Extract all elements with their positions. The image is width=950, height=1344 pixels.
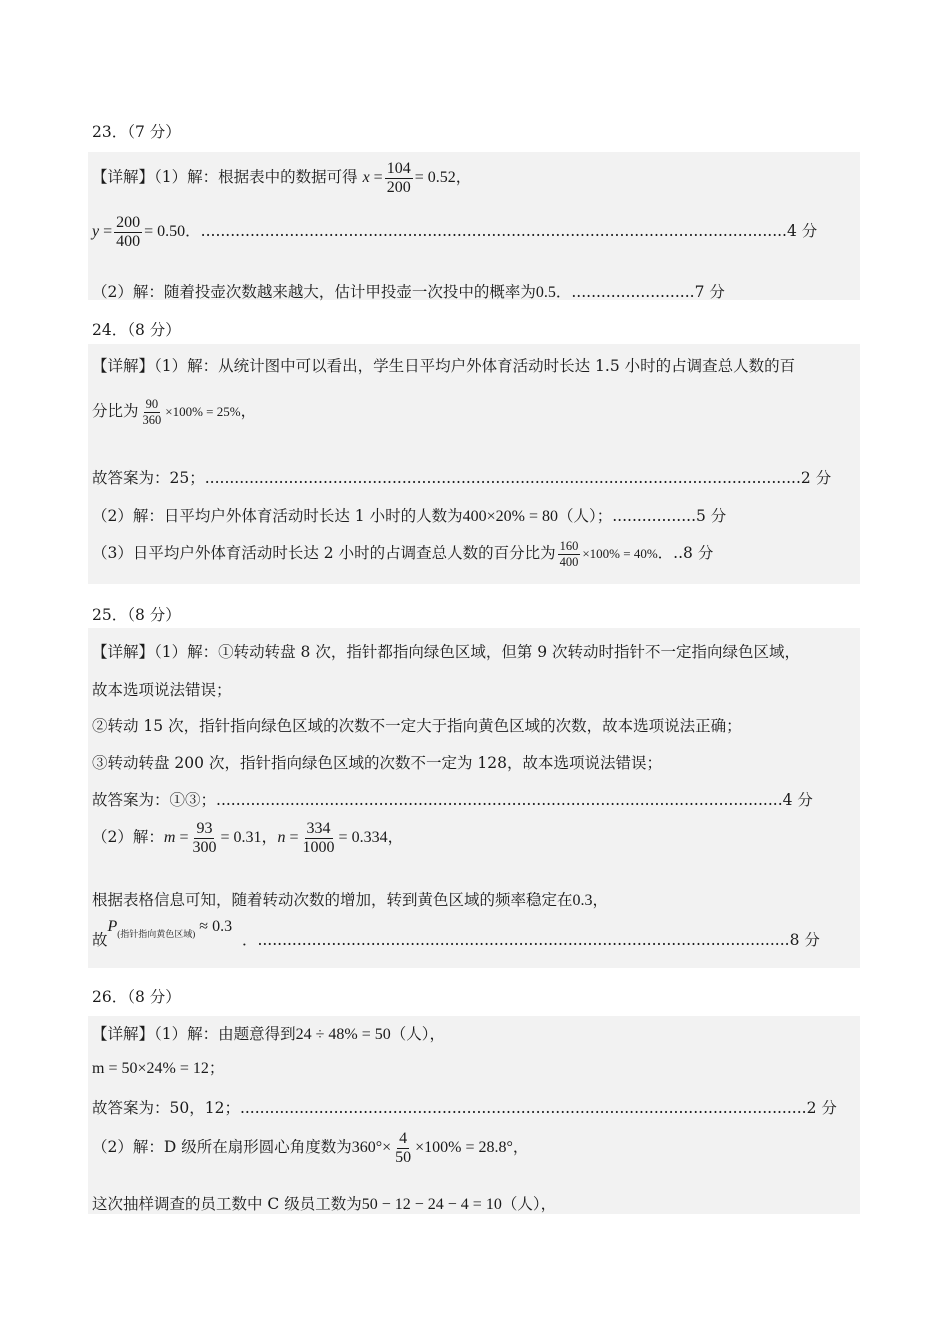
score: 8 分 xyxy=(789,931,820,949)
q25-l8-formula xyxy=(107,918,233,939)
q26-l4-formula xyxy=(351,1130,513,1166)
q26-l1-text: 【详解】（1）解：由题意得到 xyxy=(92,1025,296,1043)
question-24-header: 24．（8 分） xyxy=(92,321,181,339)
result: = 0.50 xyxy=(144,223,186,241)
formula: 24 ÷ 48% = 50 xyxy=(295,1026,391,1043)
leader-dots: ．....................................................................................................................... xyxy=(185,222,787,241)
leader-dots: ．.. xyxy=(657,544,684,563)
result: = 0.52 xyxy=(414,169,456,187)
q25-line-5 xyxy=(92,788,813,810)
question-23-header: 23．（7 分） xyxy=(92,123,181,141)
q24-l5-text: （3）日平均户外体育活动时长达 2 小时的占调查总人数的百分比为 xyxy=(92,544,556,563)
score: 7 分 xyxy=(694,283,725,301)
comma: ， xyxy=(455,168,472,187)
result: ×100% = 40% xyxy=(582,546,658,562)
semicolon: ； xyxy=(208,1059,225,1077)
q25-line-7 xyxy=(92,888,608,910)
angle: 360°× xyxy=(351,1139,392,1157)
q24-line-2 xyxy=(92,398,256,427)
denominator: 50 xyxy=(395,1148,412,1166)
numerator: 334 xyxy=(306,820,331,837)
score: 2 分 xyxy=(806,1099,837,1117)
q26-line-2 xyxy=(92,1056,224,1078)
q24-line-1: 【详解】（1）解：从统计图中可以看出，学生日平均户外体育活动时长达 1.5 小时的占调查总人数的百 xyxy=(92,357,796,375)
q25-line-8 xyxy=(92,918,820,954)
numerator: 160 xyxy=(559,539,579,553)
q24-line-5 xyxy=(92,540,713,569)
score: 8 分 xyxy=(683,544,714,563)
q25-l8-text: 故 xyxy=(92,931,108,949)
q26-line-1 xyxy=(92,1022,445,1044)
leader-dots: ......................................................................................................................... xyxy=(204,469,801,487)
q25-line-6 xyxy=(92,820,403,857)
result: = 0.334 xyxy=(338,829,388,847)
q24-line-4 xyxy=(92,504,726,526)
q24-line-3 xyxy=(92,466,831,488)
question-25-solution xyxy=(88,628,860,968)
numerator: 4 xyxy=(399,1130,408,1147)
question-25-header: 25．（8 分） xyxy=(92,606,181,624)
q23-line-3 xyxy=(92,280,725,302)
q23-l1-text: 【详解】（1）解：根据表中的数据可得 xyxy=(92,168,358,187)
score: 2 分 xyxy=(800,469,832,487)
numerator: 90 xyxy=(145,397,159,411)
q25-line-4: ③转动转盘 200 次，指针指向绿色区域的次数不一定为 128，故本选项说法错误； xyxy=(92,754,662,772)
q23-l3-text: （2）解：随着投壶次数越来越大，估计甲投壶一次投中的概率为 xyxy=(92,283,536,301)
comma: ， xyxy=(592,891,609,909)
q25-line-3: ②转动 15 次，指针指向绿色区域的次数不一定大于指向黄色区域的次数，故本选项说法正确； xyxy=(92,717,742,735)
comma: ， xyxy=(387,828,404,847)
q26-l3-text: 故答案为：50，12； xyxy=(92,1099,240,1117)
q26-line-3 xyxy=(92,1096,837,1118)
result: = 0.31 xyxy=(220,829,262,847)
probability-value: 0.5 xyxy=(535,284,556,301)
q25-line-2: 故本选项说法错误； xyxy=(92,681,232,699)
denominator: 400 xyxy=(116,232,141,250)
denominator: 400 xyxy=(559,554,579,569)
leader-dots: ................. xyxy=(612,507,696,525)
q25-line-1: 【详解】（1）解：①转动转盘 8 次，指针都指向绿色区域，但第 9 次转动时指针不一定指向绿色区域， xyxy=(92,643,801,661)
formula: m = 50×24% = 12 xyxy=(92,1060,209,1077)
unit: （人）； xyxy=(557,507,613,525)
question-23-solution xyxy=(88,152,860,300)
var-y: y xyxy=(92,223,100,241)
q25-l5-text: 故答案为：①③； xyxy=(92,791,217,809)
denominator: 360 xyxy=(142,412,162,427)
q26-l5-text: 这次抽样调查的员工数中 C 级员工数为 xyxy=(92,1195,362,1213)
q23-l2-formula: y = $\frac{200}{400}$ = 0.50 xyxy=(92,214,186,250)
score: 5 分 xyxy=(696,507,727,525)
question-26-solution xyxy=(88,1016,860,1214)
result: ×100% = 25% xyxy=(165,404,241,420)
leader-dots: ................................................................................................................... xyxy=(239,1099,807,1117)
comma: ， xyxy=(240,402,257,421)
q24-l4-text: （2）解：日平均户外体育活动时长达 1 小时的人数为 xyxy=(92,507,463,525)
comma: ， xyxy=(512,1138,529,1157)
question-24-solution xyxy=(88,344,860,584)
q25-l7-text: 根据表格信息可知，随着转动次数的增加，转到黄色区域的频率稳定在 xyxy=(92,891,573,909)
q23-line-2 xyxy=(92,214,817,251)
q24-l2-text: 分比为 xyxy=(92,402,139,421)
q23-line-1 xyxy=(92,160,471,197)
q23-l1-formula: x = $\frac{104}{200}$ = 0.52 xyxy=(362,160,456,196)
var-p: P xyxy=(107,918,118,935)
numerator: 93 xyxy=(196,820,213,837)
q24-l2-formula xyxy=(139,397,241,427)
numerator: 200 xyxy=(116,214,141,231)
result: ≈ 0.3 xyxy=(199,918,233,935)
q26-l4-text: （2）解：D 级所在扇形圆心角度数为 xyxy=(92,1138,352,1157)
q24-l3-text: 故答案为：25； xyxy=(92,469,205,487)
q26-line-4 xyxy=(92,1130,528,1167)
leader-dots: ．............................................................................................................ xyxy=(241,931,790,949)
q26-line-5 xyxy=(92,1192,556,1214)
unit: （人）， xyxy=(390,1025,446,1043)
formula: 50 − 12 − 24 − 4 = 10 xyxy=(361,1196,502,1213)
var-x: x xyxy=(362,169,370,187)
leader-dots: ................................................................................................................... xyxy=(216,791,783,809)
unit: （人）， xyxy=(501,1195,557,1213)
formula: 400×20% = 80 xyxy=(462,508,558,525)
question-26-header: 26．（8 分） xyxy=(92,988,181,1006)
q25-l6-text: （2）解： xyxy=(92,828,164,847)
denominator: 1000 xyxy=(302,838,335,856)
leader-dots: ．......................... xyxy=(555,283,695,301)
q24-l5-formula xyxy=(556,539,658,569)
score: 4 分 xyxy=(787,222,818,241)
frequency-value: 0.3 xyxy=(572,892,593,909)
var-n: n xyxy=(277,829,286,847)
score: 4 分 xyxy=(782,791,813,809)
denominator: 300 xyxy=(192,838,217,856)
var-m: m xyxy=(163,829,176,847)
q25-l6-formula: m = $\frac{93}{300}$ = 0.31，n = $\frac{334}{1000}$ = 0.334 xyxy=(163,820,388,856)
result: ×100% = 28.8° xyxy=(415,1139,513,1157)
numerator: 104 xyxy=(386,160,411,177)
denominator: 200 xyxy=(386,178,411,196)
subscript: (指针指向黄色区域) xyxy=(117,929,196,939)
